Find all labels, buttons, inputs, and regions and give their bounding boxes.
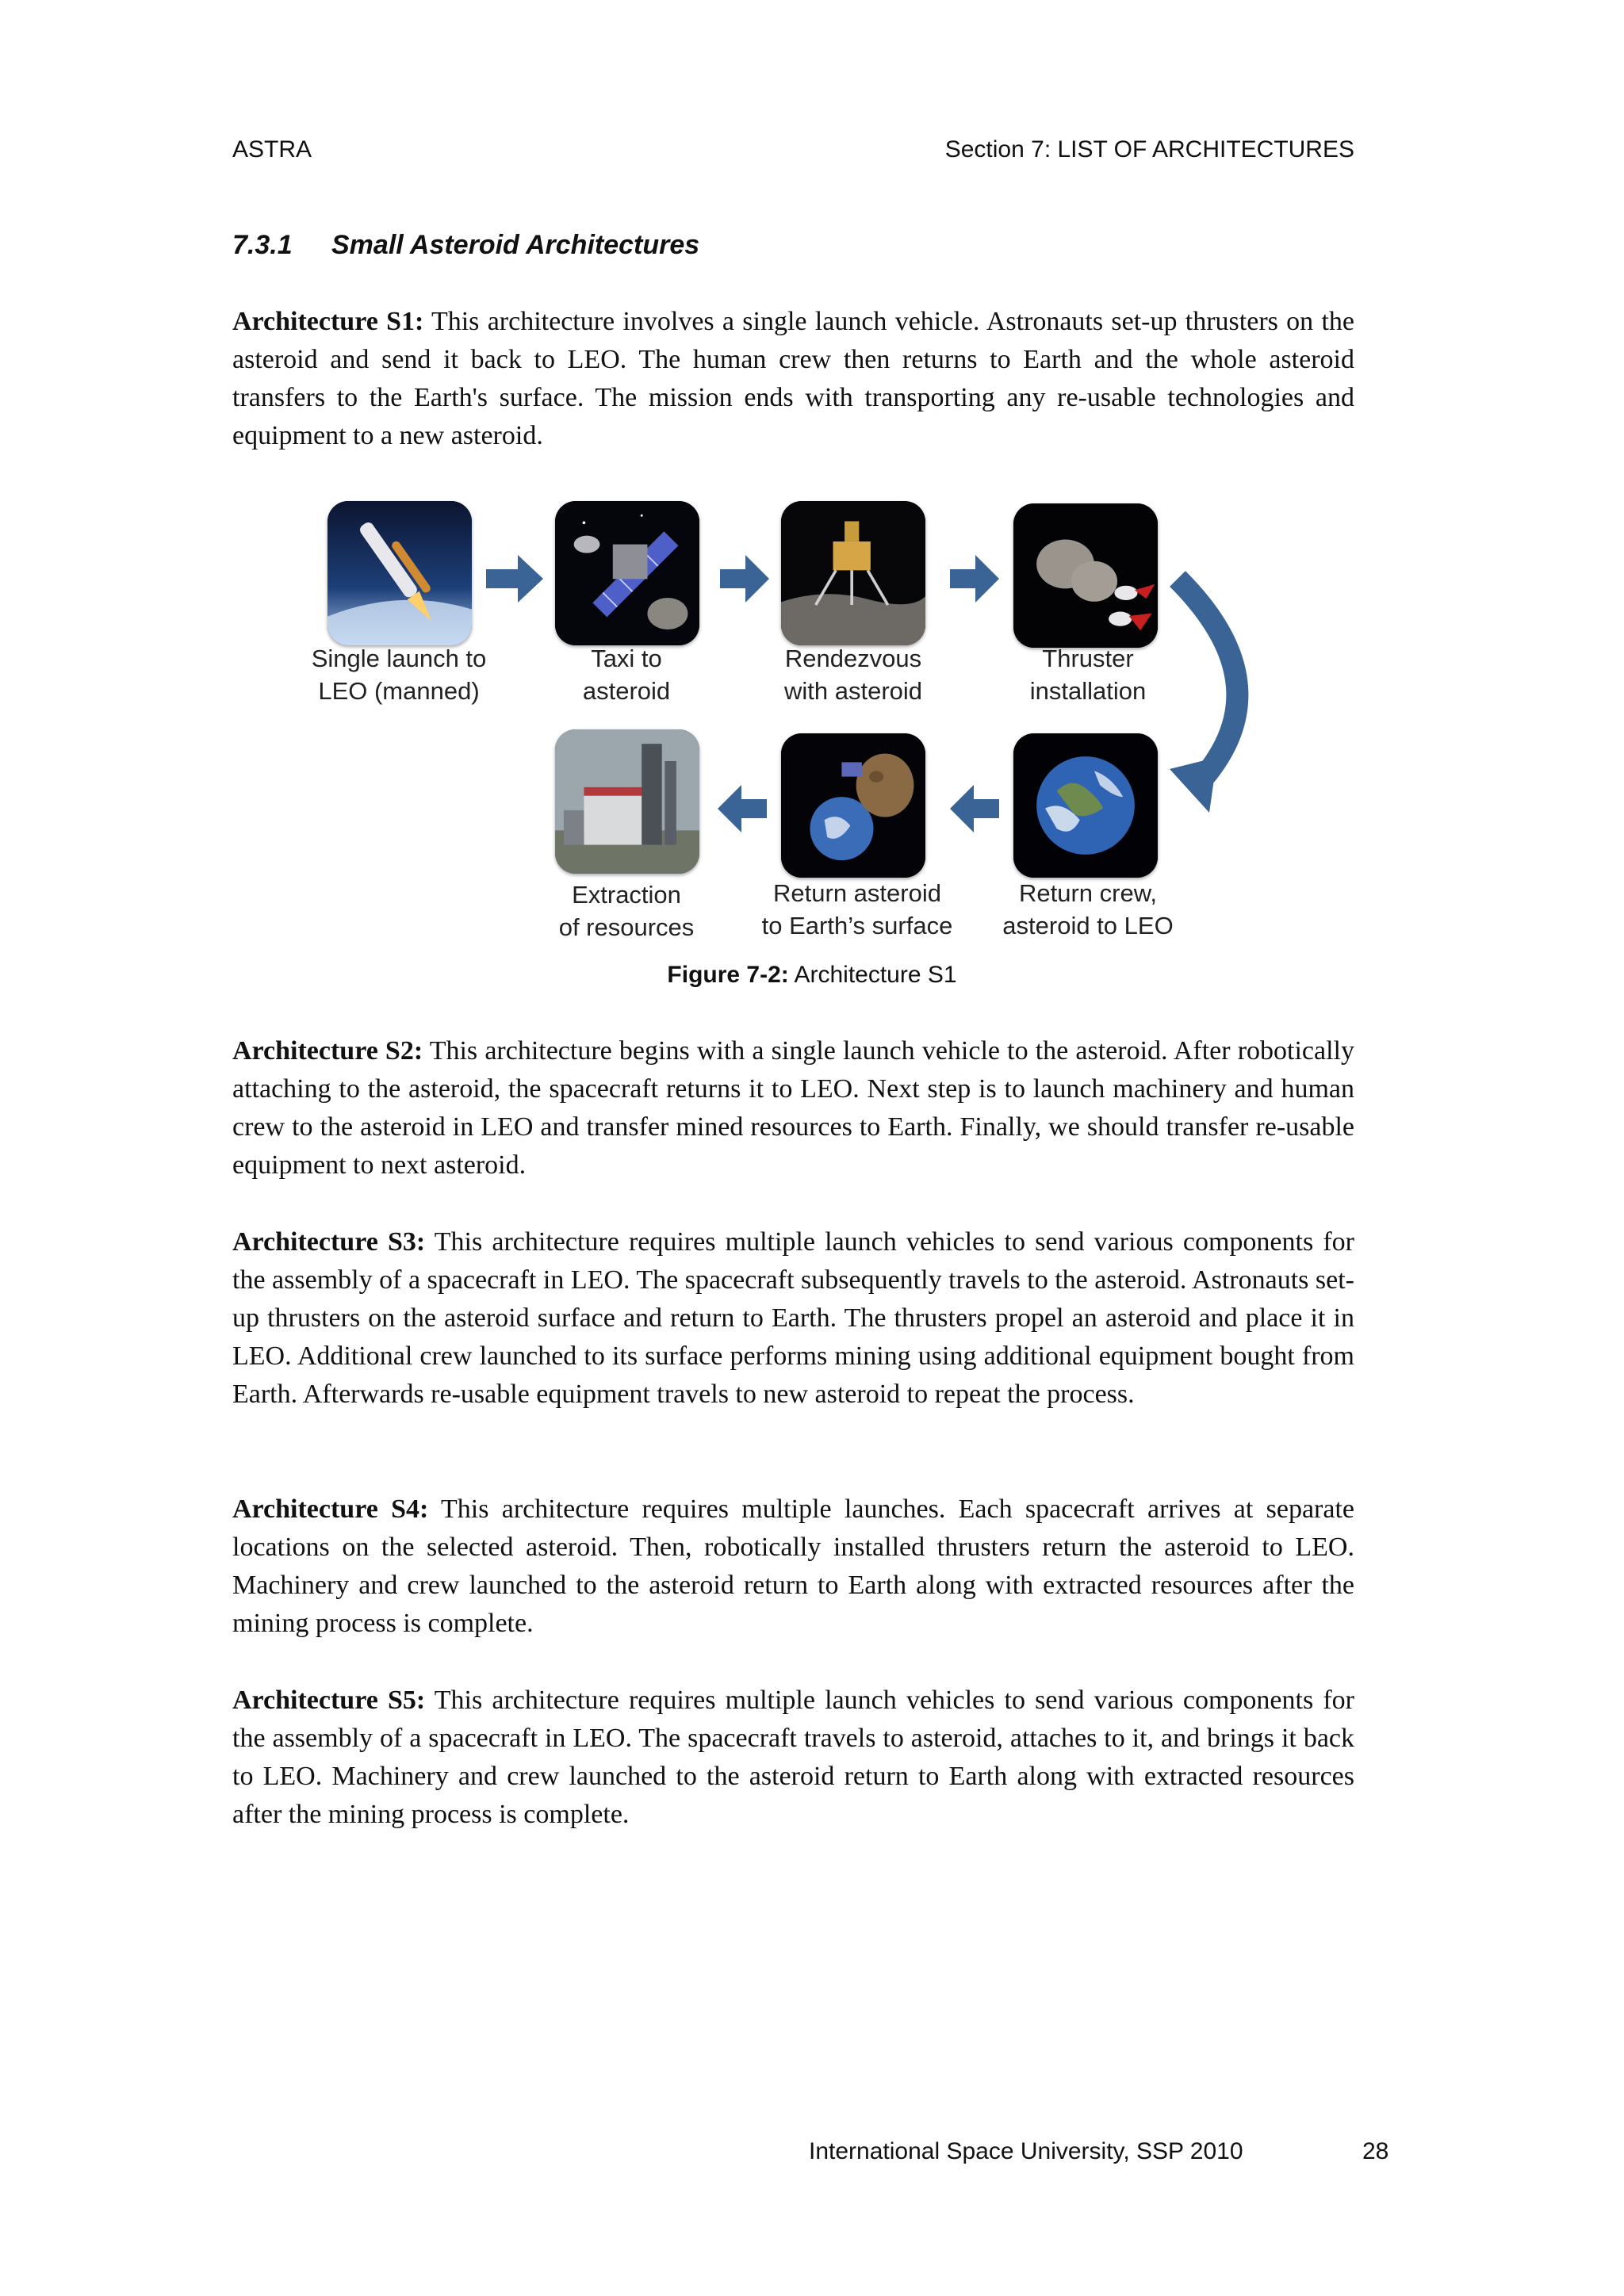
step-label-line: Taxi to [591, 645, 662, 672]
asteroid-earth-image [781, 733, 925, 878]
step-label-line: Return crew, [1018, 879, 1157, 907]
paragraph-s2 [232, 1032, 1354, 1184]
step-label [730, 877, 984, 942]
paragraph-text: This architecture involves a single launch vehicle. Astronauts set-up thrusters on the asteroid and send it back to LEO. The human crew then returns to Earth and the whole asteroid transfers to the Earth's surface. The mission ends with transporting any re-usable technologies and equipment to a new asteroid. [232, 307, 1354, 450]
arrow-right-icon [950, 555, 999, 603]
architecture-flow-figure [301, 492, 1316, 951]
paragraph-label: Architecture S4: [232, 1494, 429, 1524]
paragraph-label: Architecture S3: [232, 1227, 426, 1257]
step-label-line: asteroid to LEO [1002, 912, 1174, 939]
paragraph-text: This architecture requires multiple launches. Each spacecraft arrives at separate locations on the selected asteroid. Then, robotically installed thrusters return the asteroid to LEO. Machinery and crew launched to the asteroid return to Earth along with extracted resources after the mining process is complete. [232, 1494, 1354, 1638]
running-header-left: ASTRA [232, 136, 312, 163]
step-label-line: Thruster [1042, 645, 1134, 672]
footer-text: International Space University, SSP 2010 [809, 2138, 1243, 2164]
section-title: Small Asteroid Architectures [331, 230, 700, 260]
step-label [500, 642, 753, 707]
paragraph-text: This architecture begins with a single launch vehicle to the asteroid. After robotically attaching to the asteroid, the spacecraft returns it to LEO. Next step is to launch machinery and human crew to the asteroid in LEO and transfer mined resources to Earth. Finally, we should transfer re-usable equipment to next asteroid. [232, 1036, 1354, 1180]
asteroid-thrusters-image [1013, 503, 1158, 648]
figure-caption [0, 962, 1624, 989]
step-label-line: LEO (manned) [318, 677, 480, 705]
rocket-launch-image [327, 501, 472, 645]
running-header-right: Section 7: LIST OF ARCHITECTURES [944, 136, 1354, 163]
earth-image [1013, 733, 1158, 878]
section-number: 7.3.1 [232, 230, 293, 260]
arrow-right-icon [486, 555, 543, 603]
step-label-line: with asteroid [783, 677, 923, 705]
step-label-line: Single launch to [311, 645, 487, 672]
paragraph-label: Architecture S2: [232, 1036, 423, 1066]
paragraph-text: This architecture requires multiple launch vehicles to send various components for the assembly of a spacecraft in LEO. The spacecraft travels to asteroid, attaches to it, and brings it back to LEO. Machinery and crew launched to the asteroid return to Earth along with extracted resources after the mining process is complete. [232, 1686, 1354, 1829]
paragraph-s4 [232, 1490, 1354, 1643]
step-label [272, 642, 526, 707]
paragraph-label: Architecture S5: [232, 1686, 426, 1715]
step-label [961, 877, 1215, 942]
step-label-line: asteroid [582, 677, 671, 705]
paragraph-s1 [232, 303, 1354, 455]
spacecraft-image [555, 501, 699, 645]
figure-caption-label: Figure 7-2: [667, 962, 789, 988]
arrow-left-icon [950, 785, 999, 832]
step-label-line: Return asteroid [773, 879, 941, 907]
paragraph-s3 [232, 1223, 1354, 1414]
paragraph-s5 [232, 1682, 1354, 1834]
step-label [500, 878, 753, 943]
figure-caption-text: Architecture S1 [794, 962, 957, 988]
step-label-line: installation [1029, 677, 1147, 705]
arrow-right-icon [720, 555, 769, 603]
paragraph-text: This architecture requires multiple launch vehicles to send various components for the assembly of a spacecraft in LEO. The spacecraft subsequently travels to the asteroid. Astronauts set-up thrusters on the asteroid surface and return to Earth. The thrusters propel an asteroid and place it in LEO. Additional crew launched to its surface performs mining using additional equipment bought from Earth. Afterwards re-usable equipment travels to new asteroid to repeat the process. [232, 1227, 1354, 1409]
step-label-line: to Earth’s surface [761, 912, 953, 939]
step-label [961, 642, 1215, 707]
page-number: 28 [1362, 2138, 1389, 2164]
industrial-plant-image [555, 729, 699, 874]
step-label [726, 642, 980, 707]
step-label-line: Extraction [572, 881, 681, 909]
step-label-line: Rendezvous [784, 645, 922, 672]
lander-image [781, 501, 925, 645]
paragraph-label: Architecture S1: [232, 307, 424, 336]
arrow-left-icon [718, 785, 767, 832]
section-heading [232, 230, 699, 261]
step-label-line: of resources [558, 913, 695, 941]
